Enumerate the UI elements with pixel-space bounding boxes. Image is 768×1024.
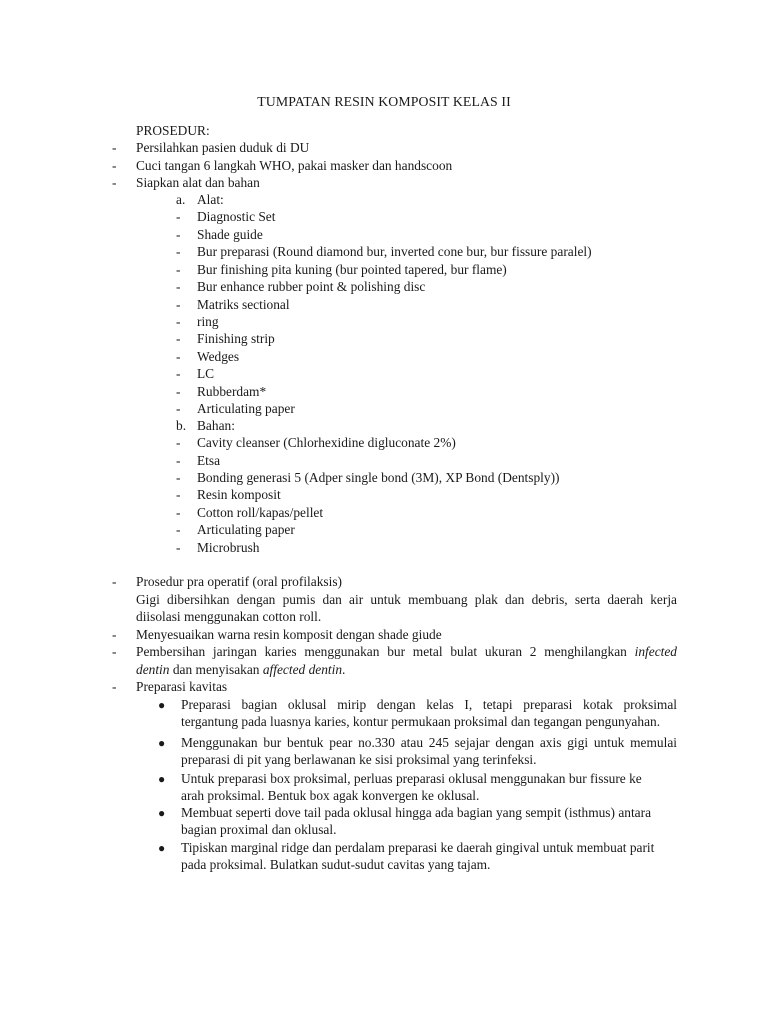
list-dash: -	[112, 627, 117, 642]
list-dash: -	[112, 175, 117, 190]
infected-term: infected	[634, 644, 677, 659]
list-dash: -	[176, 209, 181, 224]
alat-item: Shade guide	[197, 227, 263, 242]
bullet-icon: ●	[158, 698, 166, 712]
list-dash: -	[176, 384, 181, 399]
alat-item: Matriks sectional	[197, 297, 290, 312]
preparasi-bullet-line2: bagian proximal dan oklusal.	[181, 822, 337, 837]
pra-operatif-label: Prosedur pra operatif (oral profilaksis)	[136, 574, 342, 589]
preparasi-bullet-line1: Menggunakan bur bentuk pear no.330 atau 245 sejajar dengan axis gigi untuk memulai	[181, 735, 677, 750]
preparasi-bullet-line2: tergantung pada luasnya karies, kontur permukaan proksimal dan tegangan pengunyahan.	[181, 714, 661, 729]
bullet-icon: ●	[158, 841, 166, 855]
pra-operatif-text-line1: Gigi dibersihkan dengan pumis dan air untuk membuang plak dan debris, serta daerah kerja	[136, 592, 677, 607]
alat-item: ring	[197, 314, 219, 329]
alat-item: Bur finishing pita kuning (bur pointed tapered, bur flame)	[197, 262, 507, 277]
alat-item: Diagnostic Set	[197, 209, 276, 224]
list-dash: -	[176, 453, 181, 468]
pembersihan-text: Pembersihan jaringan karies menggunakan bur metal bulat ukuran 2 menghilangkan	[136, 644, 627, 659]
bahan-item: Articulating paper	[197, 522, 295, 537]
list-dash: -	[176, 262, 181, 277]
list-dash: -	[176, 487, 181, 502]
list-dash: -	[112, 140, 117, 155]
affected-dentin-term: affected dentin	[262, 662, 343, 677]
list-dash: -	[176, 401, 181, 416]
alat-item: LC	[197, 366, 215, 381]
preparasi-bullet-line2: pada proksimal. Bulatkan sudut-sudut cavitas yang tajam.	[181, 857, 491, 872]
alat-item: Rubberdam*	[197, 384, 267, 399]
list-dash: -	[176, 331, 181, 346]
preparasi-bullet-line2: arah proksimal. Bentuk box agak konvergen ke oklusal.	[181, 788, 480, 803]
list-dash: -	[176, 435, 181, 450]
preparasi-bullet-line1: Preparasi bagian oklusal mirip dengan kelas I, tetapi preparasi kotak proksimal	[181, 697, 677, 712]
bahan-item: Cotton roll/kapas/pellet	[197, 505, 324, 520]
list-dash: -	[112, 574, 117, 589]
warna-step: Menyesuaikan warna resin komposit dengan shade giude	[136, 627, 442, 642]
alat-item: Finishing strip	[197, 331, 275, 346]
list-dash: -	[176, 314, 181, 329]
dentin-term: dentin	[136, 662, 170, 677]
list-dash: -	[112, 644, 117, 659]
list-dash: -	[176, 540, 181, 555]
bahan-item: Etsa	[197, 453, 221, 468]
list-dash: -	[176, 505, 181, 520]
alat-item: Bur enhance rubber point & polishing disc	[197, 279, 426, 294]
preparasi-bullet-line1: Tipiskan marginal ridge dan perdalam preparasi ke daerah gingival untuk membuat parit	[181, 840, 655, 855]
list-dash: -	[176, 349, 181, 364]
alat-item: Articulating paper	[197, 401, 295, 416]
list-dash: -	[176, 522, 181, 537]
step-item: Cuci tangan 6 langkah WHO, pakai masker dan handscoon	[136, 158, 453, 173]
bahan-item: Microbrush	[197, 540, 260, 555]
section-heading: PROSEDUR:	[136, 123, 210, 138]
preparasi-bullet-line1: Membuat seperti dove tail pada oklusal hingga ada bagian yang sempit (isthmus) antara	[181, 805, 652, 820]
pembersihan-line1	[136, 643, 677, 660]
bullet-icon: ●	[158, 806, 166, 820]
preparasi-bullet-line2: preparasi di pit yang berlawanan ke sisi proksimal yang terinfeksi.	[181, 752, 537, 767]
bahan-item: Bonding generasi 5 (Adper single bond (3M), XP Bond (Dentsply))	[197, 470, 560, 485]
pra-operatif-text-line2: diisolasi menggunakan cotton roll.	[136, 609, 322, 624]
alat-marker: a.	[176, 192, 186, 207]
list-dash: -	[112, 158, 117, 173]
list-dash: -	[176, 227, 181, 242]
list-dash: -	[112, 679, 117, 694]
preparasi-bullet-line1: Untuk preparasi box proksimal, perluas preparasi oklusal menggunakan bur fissure ke	[181, 771, 642, 786]
bahan-item: Resin komposit	[197, 487, 281, 502]
pembersihan-line2	[136, 661, 345, 678]
list-dash: -	[176, 470, 181, 485]
preparasi-label: Preparasi kavitas	[136, 679, 228, 694]
step-item: Persilahkan pasien duduk di DU	[136, 140, 310, 155]
alat-item: Wedges	[197, 349, 240, 364]
pembersihan-end: .	[342, 662, 346, 677]
bahan-item: Cavity cleanser (Chlorhexidine digluconate 2%)	[197, 435, 456, 450]
list-dash: -	[176, 244, 181, 259]
pembersihan-mid: dan menyisakan	[172, 662, 260, 677]
bahan-label: Bahan:	[197, 418, 235, 433]
list-dash: -	[176, 297, 181, 312]
list-dash: -	[176, 366, 181, 381]
bullet-icon: ●	[158, 772, 166, 786]
list-dash: -	[176, 279, 181, 294]
bahan-marker: b.	[176, 418, 187, 433]
alat-label: Alat:	[197, 192, 224, 207]
bullet-icon: ●	[158, 736, 166, 750]
document-title: TUMPATAN RESIN KOMPOSIT KELAS II	[257, 94, 511, 109]
step-item: Siapkan alat dan bahan	[136, 175, 260, 190]
alat-item: Bur preparasi (Round diamond bur, inverted cone bur, bur fissure paralel)	[197, 244, 592, 259]
